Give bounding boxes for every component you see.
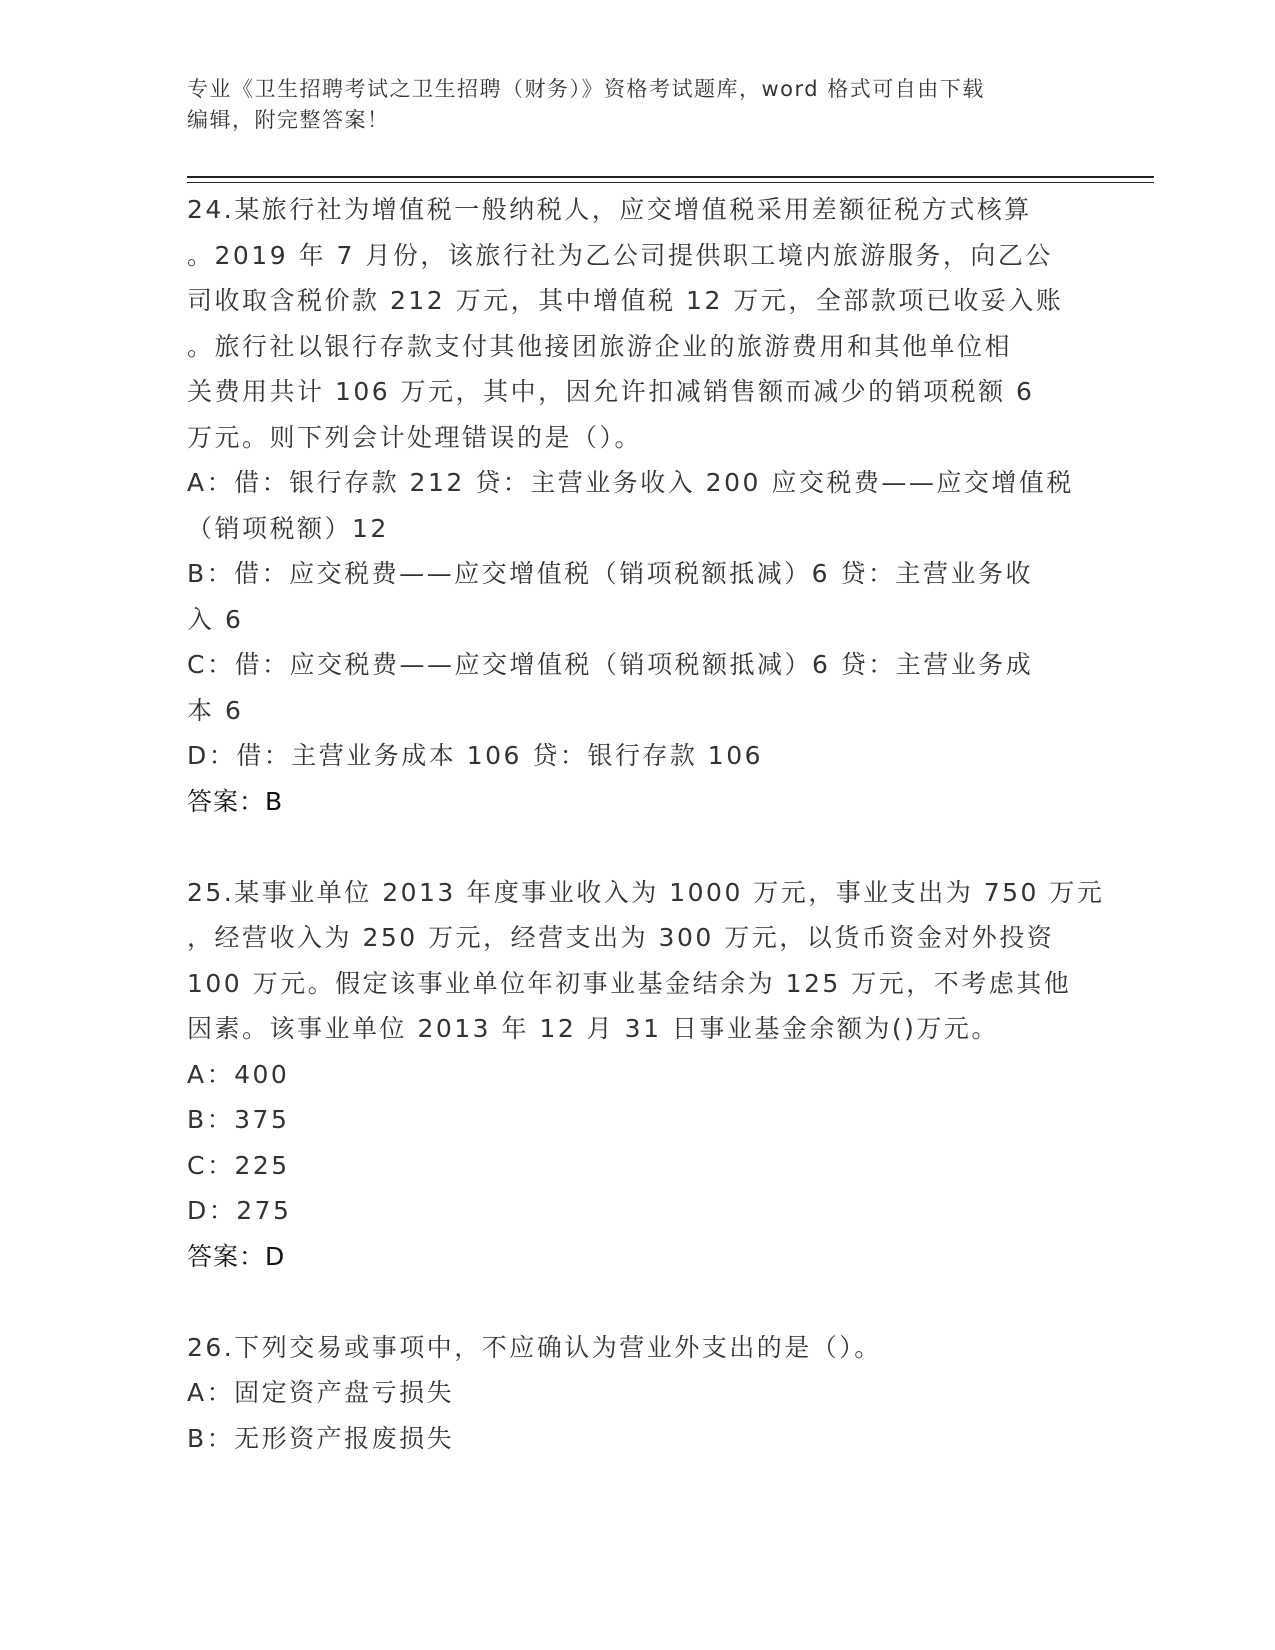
option-b-line: B：无形资产报废损失 [187,1423,455,1453]
question-stem-line: 关费用共计 106 万元，其中，因允许扣减销售额而减少的销项税额 6 [187,377,1035,406]
header-line-1: 专业《卫生招聘考试之卫生招聘（财务）》资格考试题库，word 格式可自由下载 [187,77,985,101]
option-a-line: A：借：银行存款 212 贷：主营业务收入 200 应交税费——应交增值税 [187,468,1074,497]
question-stem-line: 。旅行社以银行存款支付其他接团旅游企业的旅游费用和其他单位相 [187,331,1013,361]
option-b-line: 入 6 [187,604,244,634]
option-c-line: C：225 [187,1150,290,1180]
question-stem-line: ，经营收入为 250 万元，经营支出为 300 万元，以货币资金对外投资 [187,923,1055,952]
question-stem-line: 100 万元。假定该事业单位年初事业基金结余为 125 万元，不考虑其他 [187,968,1072,998]
option-a-line: A：固定资产盘亏损失 [187,1378,455,1407]
question-26 [187,1325,1087,1462]
answer-label: 答案：D [187,1241,286,1271]
question-24 [187,187,1087,824]
question-stem-line: 24.某旅行社为增值税一般纳税人，应交增值税采用差额征税方式核算 [187,195,1032,224]
question-stem-line: 26.下列交易或事项中，不应确认为营业外支出的是（）。 [187,1332,882,1362]
answer-label: 答案：B [187,786,284,816]
option-d-line: D：275 [187,1196,292,1225]
option-a-line: A：400 [187,1059,290,1089]
question-25 [187,870,1105,1280]
option-b-line: B：借：应交税费——应交增值税（销项税额抵减）6 贷：主营业务收 [187,559,1034,588]
header-rule-thin [187,182,1154,183]
question-list [187,187,1105,1461]
option-c-line: C：借：应交税费——应交增值税（销项税额抵减）6 贷：主营业务成 [187,650,1034,679]
option-b-line: B：375 [187,1105,290,1134]
option-d-line: D：借：主营业务成本 106 贷：银行存款 106 [187,741,764,770]
question-stem-line: 因素。该事业单位 2013 年 12 月 31 日事业基金余额为()万元。 [187,1014,999,1043]
header-rule-thick [187,176,1154,178]
header-line-2: 编辑，附完整答案！ [187,108,390,132]
option-a-line: （销项税额）12 [187,513,389,543]
document-header [187,74,1067,136]
question-stem-line: 万元。则下列会计处理错误的是（）。 [187,422,643,452]
question-stem-line: 25.某事业单位 2013 年度事业收入为 1000 万元，事业支出为 750 万元 [187,877,1105,907]
option-c-line: 本 6 [187,695,244,725]
question-gap [187,824,1087,870]
question-stem-line: 。2019 年 7 月份，该旅行社为乙公司提供职工境内旅游服务，向乙公 [187,240,1053,270]
question-stem-line: 司收取含税价款 212 万元，其中增值税 12 万元，全部款项已收妥入账 [187,286,1064,315]
question-gap [187,1279,1087,1325]
